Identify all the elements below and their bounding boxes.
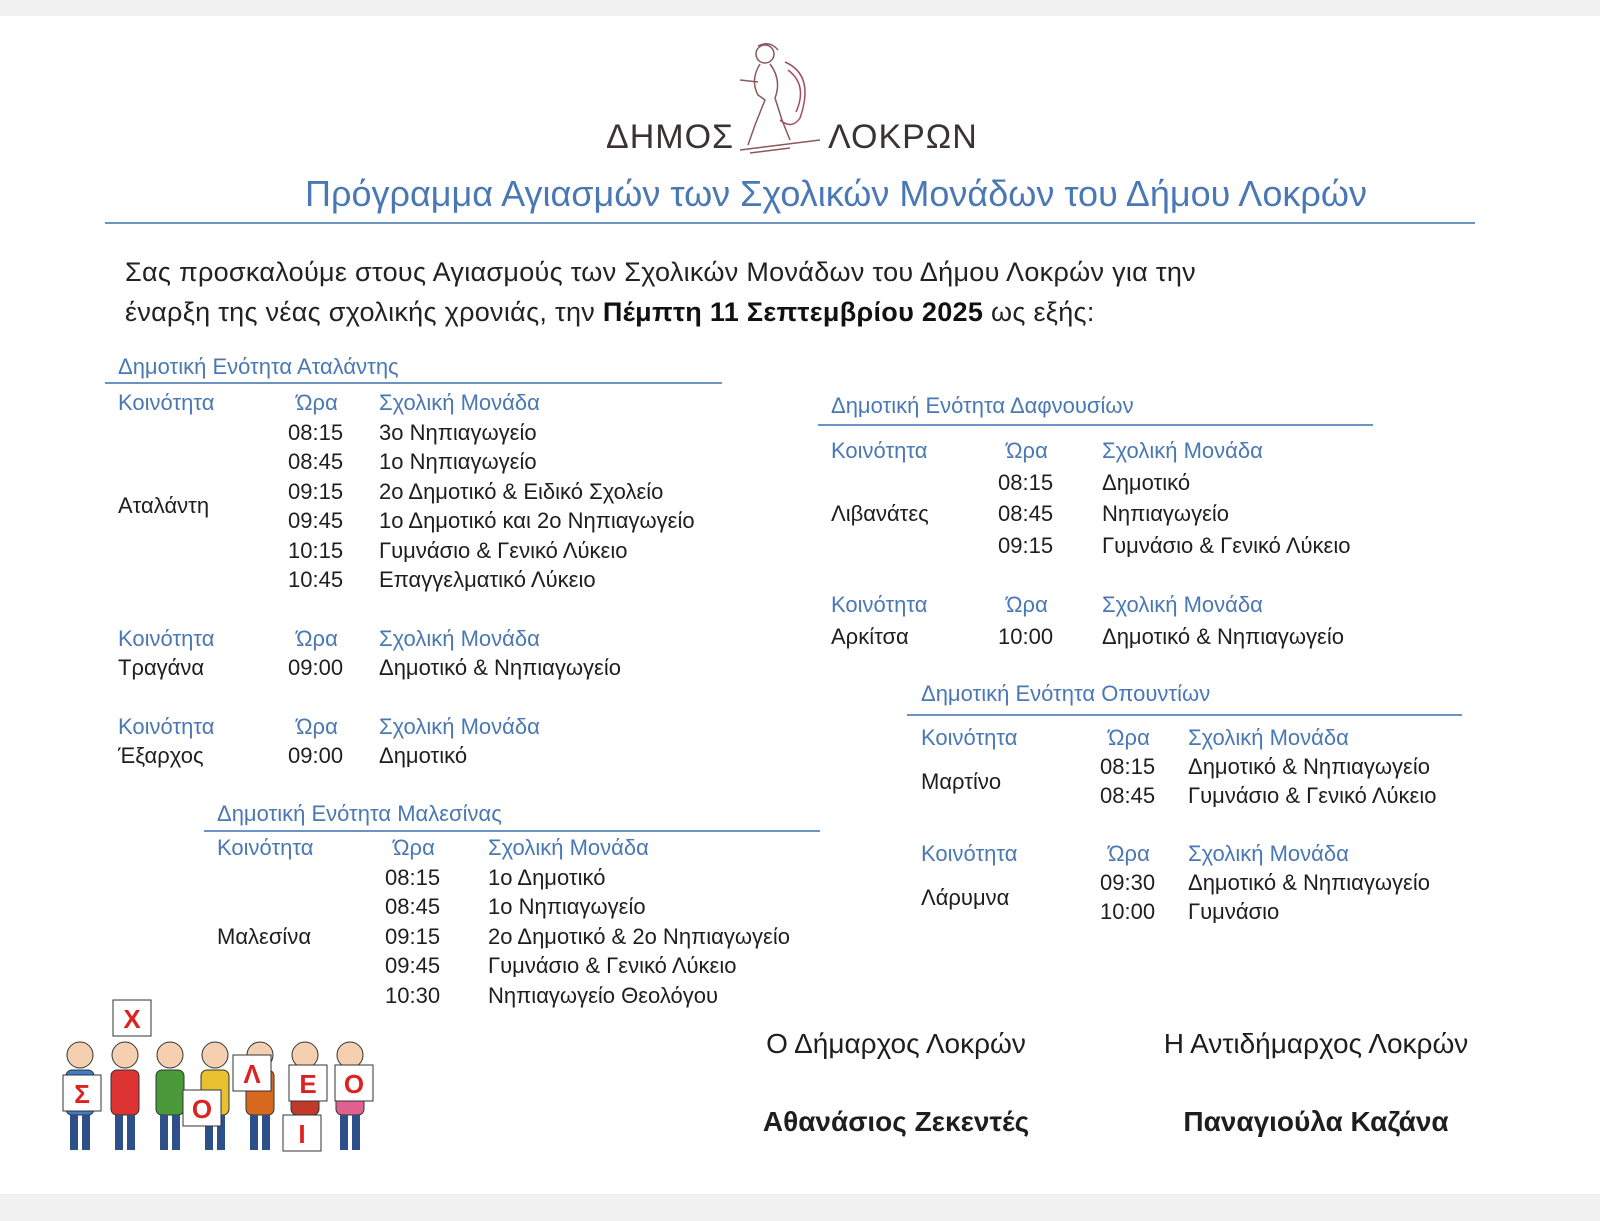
community-group [818,435,1373,561]
school-cell: Δημοτικό [379,743,468,768]
mayor-title: Ο Δήμαρχος Λοκρών [766,1028,1026,1059]
intro-line-2 [125,292,1425,332]
community-group [818,589,1373,652]
community-name: Τραγάνα [118,655,205,680]
column-header-community: Κοινότητα [831,592,928,617]
school-cell: Γυμνάσιο [1188,899,1280,924]
community-name: Μαλεσίνα [217,923,312,949]
warrior-emblem-icon [730,40,840,160]
schedule-section [204,799,820,1010]
school-cell: Δημοτικό & Νηπιαγωγείο [1102,623,1344,649]
school-cell: Γυμνάσιο & Γενικό Λύκειο [1102,532,1351,558]
column-header-school: Σχολική Μονάδα [379,390,540,415]
time-cell: 10:00 [998,623,1054,649]
schedule-section [818,391,1373,652]
community-group [907,723,1462,810]
community-name: Λιβανάτες [831,501,929,526]
section-title: Δημοτική Ενότητα Αταλάντης [105,352,722,384]
community-name: Λάρυμνα [921,884,1010,910]
event-date: Πέμπτη 11 Σεπτεμβρίου 2025 [602,297,984,327]
time-cell: 08:15 [1100,754,1156,779]
letter-card-text: Ι [298,1119,306,1149]
column-header-community: Κοινότητα [831,438,928,463]
community-group [907,839,1462,926]
letter-card [233,1055,271,1091]
community-name: Μαρτίνο [921,768,1002,794]
school-cell: 2ο Δημοτικό & Ειδικό Σχολείο [379,478,664,504]
community-group [105,624,722,683]
column-header-time: Ώρα [296,390,338,415]
school-cell: 3ο Νηπιαγωγείο [379,419,537,445]
time-cell: 08:45 [998,501,1054,526]
time-cell: 08:15 [288,419,344,445]
letter-card-text: Ο [191,1094,213,1124]
logo-right-word: ΛΟΚΡΩΝ [828,118,978,156]
section-title: Δημοτική Ενότητα Δαφνουσίων [818,391,1373,426]
intro-text-part: έναρξη της νέας σχολικής χρονιάς, την [125,297,603,327]
column-header-time: Ώρα [1108,725,1150,750]
school-cell: 1ο Δημοτικό [488,864,606,890]
community-group [105,388,722,595]
column-header-community: Κοινότητα [921,841,1018,866]
school-cell: Γυμνάσιο & Γενικό Λύκειο [379,537,628,563]
column-header-time: Ώρα [296,713,338,739]
time-cell: 08:15 [385,864,441,890]
time-cell: 09:30 [1100,870,1156,895]
column-header-time: Ώρα [393,835,435,860]
mayor-name: Αθανάσιος Ζεκεντές [762,1106,1030,1137]
community-name: Αρκίτσα [831,623,909,649]
school-cell: Δημοτικό & Νηπιαγωγείο [379,655,621,680]
deputy-mayor-title: Η Αντιδήμαρχος Λοκρών [1163,1028,1469,1059]
column-header-community: Κοινότητα [217,835,314,860]
school-cell: 1ο Νηπιαγωγείο [379,449,537,474]
letter-card [63,1075,101,1111]
school-cell: Γυμνάσιο & Γενικό Λύκειο [488,953,737,978]
column-header-time: Ώρα [296,625,338,651]
school-cell: Νηπιαγωγείο [1102,501,1230,526]
time-cell: 09:15 [385,923,441,949]
community-group [105,712,722,771]
time-cell: 08:45 [385,894,441,919]
letter-card-text: Σ [74,1079,90,1109]
school-cell: Γυμνάσιο & Γενικό Λύκειο [1188,783,1437,808]
time-cell: 09:15 [288,478,344,504]
community-group [204,833,820,1010]
column-header-school: Σχολική Μονάδα [1188,725,1349,750]
letter-card-text: Χ [123,1004,141,1034]
school-cell: Δημοτικό [1102,469,1191,495]
page-title: Πρόγραμμα Αγιασμών των Σχολικών Μονάδων του Δήμου Λοκρών [105,172,1475,224]
school-cell: 2ο Δημοτικό & 2ο Νηπιαγωγείο [488,923,790,949]
section-title: Δημοτική Ενότητα Οπουντίων [907,679,1462,716]
time-cell: 09:00 [288,743,344,768]
time-cell: 09:45 [385,953,441,978]
school-cell: Νηπιαγωγείο Θεολόγου [488,982,719,1008]
school-cell: Επαγγελματικό Λύκειο [379,567,596,592]
community-name: Αταλάντη [118,493,210,519]
time-cell: 10:45 [288,567,344,592]
logo-left-word: ΔΗΜΟΣ [606,118,735,156]
child-figure [156,1042,184,1150]
column-header-school: Σχολική Μονάδα [1188,841,1349,866]
letter-card [283,1115,321,1151]
school-cell: Δημοτικό & Νηπιαγωγείο [1188,754,1430,779]
intro-text-part: ως εξής: [983,297,1095,327]
child-figure [111,1042,139,1150]
time-cell: 10:15 [288,537,344,563]
letter-card [289,1065,327,1101]
time-cell: 10:30 [385,982,441,1008]
column-header-community: Κοινότητα [118,625,215,651]
schedule-section [105,352,722,771]
letter-card-text: Ο [343,1069,365,1099]
time-cell: 09:15 [998,532,1054,558]
school-cell: Δημοτικό & Νηπιαγωγείο [1188,870,1430,895]
column-header-community: Κοινότητα [118,390,215,415]
letter-card [113,1000,151,1036]
children-school-illustration [55,995,390,1160]
intro-line-1: Σας προσκαλούμε στους Αγιασμούς των Σχολικών Μονάδων του Δήμου Λοκρών για την [125,257,1196,287]
time-cell: 09:45 [288,508,344,533]
column-header-school: Σχολική Μονάδα [379,713,540,739]
community-name: Έξαρχος [118,743,204,768]
municipality-logo [600,40,978,160]
letter-card-text: Λ [243,1059,261,1089]
intro-text [125,252,1425,332]
time-cell: 09:00 [288,655,344,680]
time-cell: 08:45 [1100,783,1156,808]
column-header-school: Σχολική Μονάδα [1102,592,1263,617]
school-cell: 1ο Δημοτικό και 2ο Νηπιαγωγείο [379,508,695,533]
column-header-time: Ώρα [1006,592,1048,617]
column-header-school: Σχολική Μονάδα [1102,438,1263,463]
column-header-time: Ώρα [1108,841,1150,866]
school-cell: 1ο Νηπιαγωγείο [488,894,646,919]
column-header-school: Σχολική Μονάδα [488,835,649,860]
column-header-community: Κοινότητα [118,713,215,739]
time-cell: 10:00 [1100,899,1156,924]
column-header-school: Σχολική Μονάδα [379,625,540,651]
letter-card [335,1065,373,1101]
section-title: Δημοτική Ενότητα Μαλεσίνας [204,799,820,832]
letter-card-text: Ε [299,1069,317,1099]
column-header-time: Ώρα [1006,438,1048,463]
column-header-community: Κοινότητα [921,725,1018,750]
letter-card [183,1090,221,1126]
schedule-section [907,679,1462,926]
time-cell: 08:15 [998,469,1054,495]
deputy-mayor-name: Παναγιούλα Καζάνα [1183,1106,1449,1137]
time-cell: 08:45 [288,449,344,474]
